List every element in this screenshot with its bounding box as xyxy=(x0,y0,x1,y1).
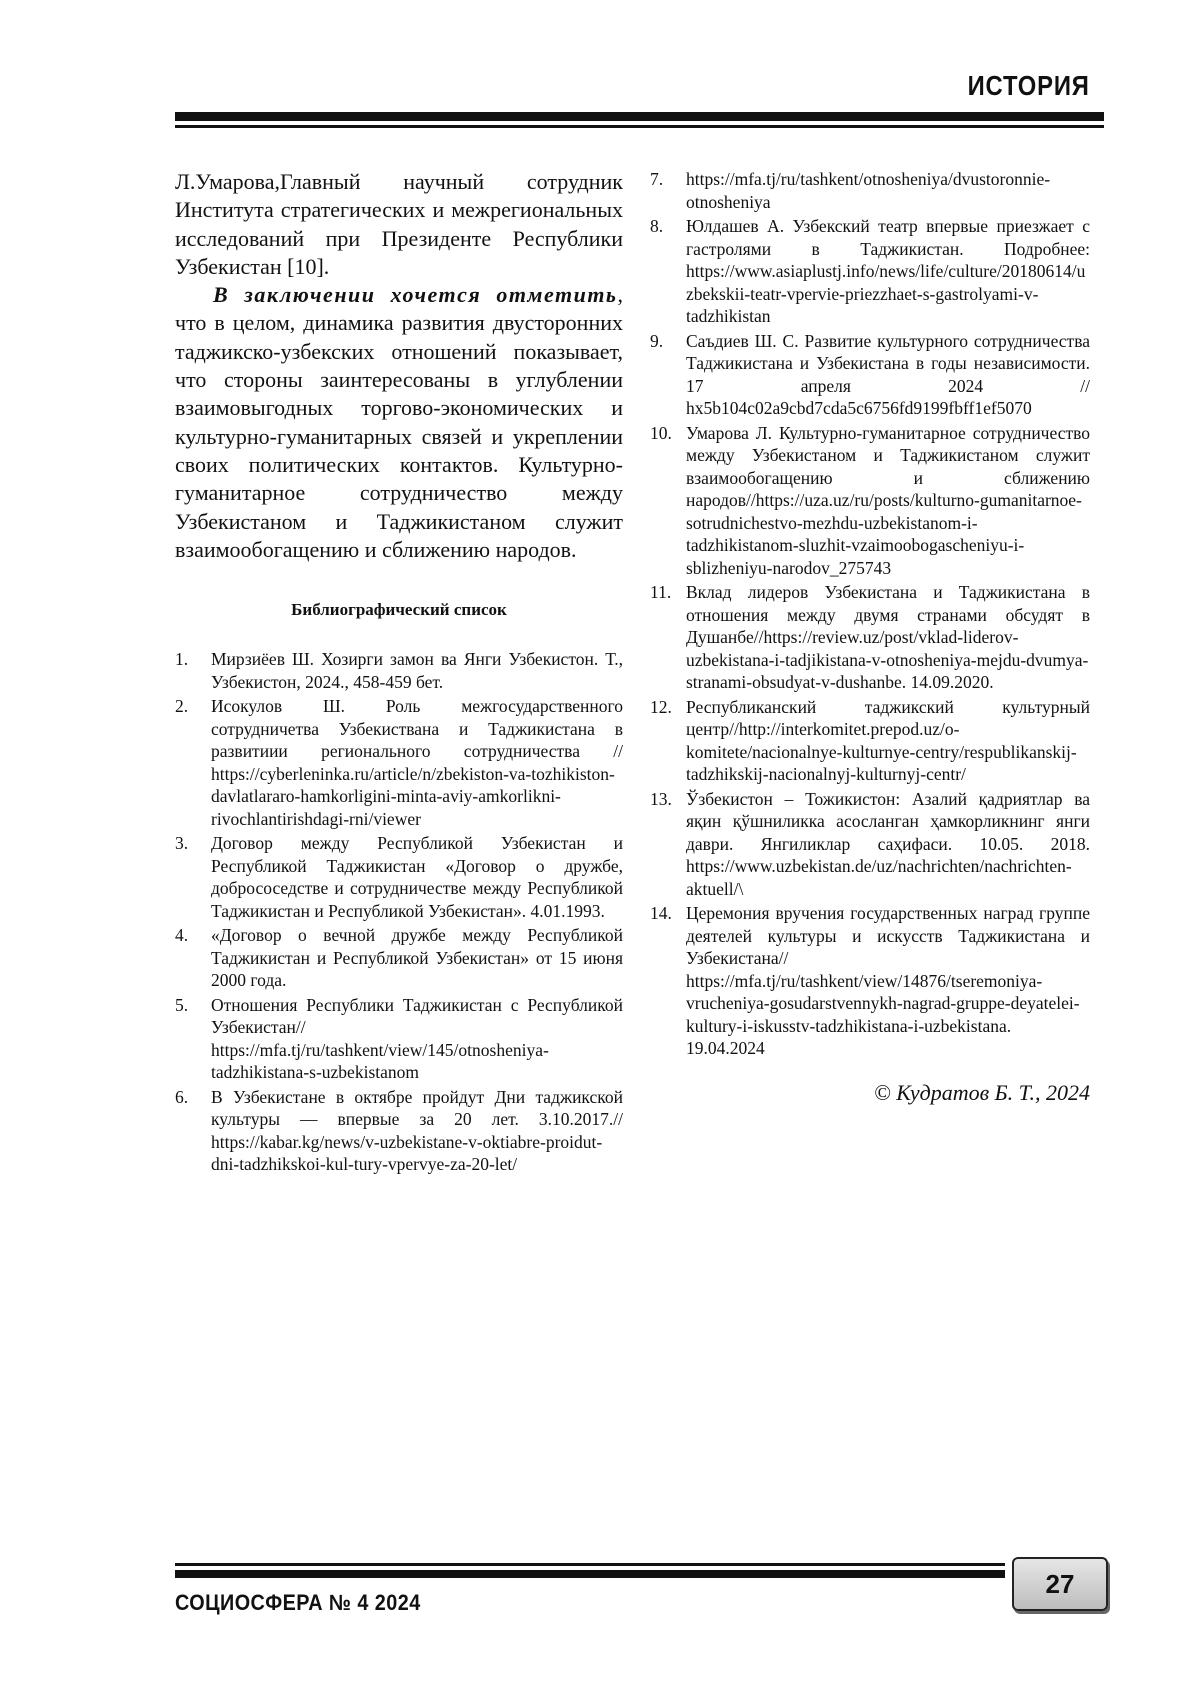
reference-number: 9. xyxy=(650,330,663,353)
reference-text: Саъдиев Ш. С. Развитие культурного сотрудничества Таджикистана и Узбекистана в годы независимости. 17 апреля 2024 // hx5b104c02a9cbd7cda5c6756fd9199fbff1ef5070 xyxy=(686,331,1090,419)
reference-item xyxy=(175,1086,623,1176)
reference-number: 7. xyxy=(650,168,663,191)
journal-issue: СОЦИОСФЕРА № 4 2024 xyxy=(175,1590,421,1616)
reference-item xyxy=(175,994,623,1084)
reference-text: Юлдашев А. Узбекский театр впервые приезжает с гастролями в Таджикистан. Подробнее: https://www.asiaplustj.info/news/life/culture/20180614/uzbekskii-teatr-vpervie-priezzhaet-s-gastrolyami-v-tadzhikistan xyxy=(686,216,1090,326)
left-column xyxy=(175,168,623,1178)
reference-item xyxy=(650,215,1090,328)
reference-text: Исокулов Ш. Роль межгосударственного сотрудничетва Узбекиствана и Таджикистана в развитиии регионального сотрудничества // https://cyberleninka.ru/article/n/zbekiston-va-tozhikiston-davlatlararo-hamkorligini-minta-aviy-amkorlikni-rivochlantirishdagi-rni/viewer xyxy=(211,696,623,829)
reference-item xyxy=(650,581,1090,694)
reference-number: 11. xyxy=(650,581,671,604)
reference-number: 13. xyxy=(650,788,672,811)
copyright: © Кудратов Б. Т., 2024 xyxy=(650,1080,1090,1106)
paragraph-conclusion xyxy=(175,281,623,564)
reference-item xyxy=(175,832,623,922)
reference-text: Церемония вручения государственных наград группе деятелей культуры и искусств Таджикистана и Узбекистана// https://mfa.tj/ru/tashkent/view/14876/tseremoniya-vrucheniya-gosudarstvennykh-nagrad-gruppe-deyatelei-kultury-i-iskusstv-tadzhikistana-i-uzbekistana. 19.04.2024 xyxy=(686,903,1090,1058)
reference-number: 5. xyxy=(175,994,188,1017)
bibliography-heading: Библиографический список xyxy=(175,600,623,620)
paragraph-1: Л.Умарова,Главный научный сотрудник Института стратегических и межрегиональных исследований при Президенте Республики Узбекистан [10]. xyxy=(175,168,623,281)
reference-list-right xyxy=(650,168,1090,1060)
reference-text: Мирзиёев Ш. Хозирги замон ва Янги Узбекистон. Т., Узбекистон, 2024., 458-459 бет. xyxy=(211,649,623,692)
reference-item xyxy=(650,788,1090,901)
header-rule-thin xyxy=(175,125,1104,128)
reference-number: 10. xyxy=(650,422,672,445)
reference-item xyxy=(650,330,1090,420)
conclusion-lead: В заключении хочется отметить xyxy=(213,282,618,307)
reference-number: 12. xyxy=(650,696,672,719)
conclusion-text: , что в целом, динамика развития двусторонних таджикско-узбекских отношений показывает, что стороны заинтересованы в углублении взаимовыгодных торгово-экономических и культурно-гуманитарных связей и укреплении своих политических контактов. Культурно-гуманитарное сотрудничество между Узбекистаном и Таджикистаном служит взаимообогащению и сближению народов. xyxy=(175,282,623,562)
right-column xyxy=(650,168,1090,1106)
page-number: 27 xyxy=(1012,1557,1108,1611)
reference-text: Вклад лидеров Узбекистана и Таджикистана в отношения между двумя странами обсудят в Душанбе//https://review.uz/post/vklad-liderov-uzbekistana-i-tadjikistana-v-otnosheniya-mejdu-dvumya-stranami-obsudyat-v-dushanbe. 14.09.2020. xyxy=(686,582,1090,692)
reference-item xyxy=(650,902,1090,1060)
reference-item xyxy=(175,695,623,830)
reference-text: Отношения Республики Таджикистан с Республикой Узбекистан// https://mfa.tj/ru/tashkent/view/145/otnosheniya-tadzhikistana-s-uzbekistanom xyxy=(211,995,623,1083)
reference-number: 4. xyxy=(175,924,188,947)
reference-number: 14. xyxy=(650,902,672,925)
reference-number: 2. xyxy=(175,695,188,718)
reference-list-left xyxy=(175,648,623,1176)
reference-number: 6. xyxy=(175,1086,188,1109)
section-title: ИСТОРИЯ xyxy=(968,70,1090,102)
header-rule xyxy=(175,112,1104,121)
reference-item xyxy=(650,422,1090,580)
reference-number: 8. xyxy=(650,215,663,238)
reference-text: https://mfa.tj/ru/tashkent/otnosheniya/dvustoronnie-otnosheniya xyxy=(686,169,1050,212)
reference-number: 1. xyxy=(175,648,188,671)
reference-text: Ўзбекистон – Тожикистон: Азалий қадриятлар ва яқин қўшниликка асосланган ҳамкорликнинг янги даври. Янгиликлар саҳифаси. 10.05. 2018. https://www.uzbekistan.de/uz/nachrichten/nachrichten-aktuell/\ xyxy=(686,789,1090,899)
footer-rule-thin xyxy=(175,1563,1005,1566)
reference-item xyxy=(650,168,1090,213)
reference-text: Умарова Л. Культурно-гуманитарное сотрудничество между Узбекистаном и Таджикистаном служит взаимообогащению и сближению народов//https://uza.uz/ru/posts/kulturno-gumanitarnoe-sotrudnichestvo-mezhdu-uzbekistanom-i-tadzhikistanom-sluzhit-vzaimoobogascheniyu-i-sblizheniyu-narodov_275743 xyxy=(686,423,1090,578)
footer-rule xyxy=(175,1570,1005,1578)
reference-item xyxy=(175,648,623,693)
reference-text: «Договор о вечной дружбе между Республикой Таджикистан и Республикой Узбекистан» от 15 июня 2000 года. xyxy=(211,925,623,990)
reference-text: Республиканский таджикский культурный центр//http://interkomitet.prepod.uz/o-komitete/nacionalnye-kulturnye-centry/respublikanskij-tadzhikskij-nacionalnyj-kulturnyj-centr/ xyxy=(686,697,1090,785)
reference-item xyxy=(650,696,1090,786)
reference-text: Договор между Республикой Узбекистан и Республикой Таджикистан «Договор о дружбе, добрососедстве и сотрудничестве между Республикой Таджикистан и Республикой Узбекистан». 4.01.1993. xyxy=(211,833,623,921)
reference-text: В Узбекистане в октябре пройдут Дни таджикской культуры — впервые за 20 лет. 3.10.2017.// https://kabar.kg/news/v-uzbekistane-v-oktiabre-proidut-dni-tadzhikskoi-kul-tury-vpervye-za-20-let/ xyxy=(211,1087,623,1175)
reference-item xyxy=(175,924,623,992)
reference-number: 3. xyxy=(175,832,188,855)
